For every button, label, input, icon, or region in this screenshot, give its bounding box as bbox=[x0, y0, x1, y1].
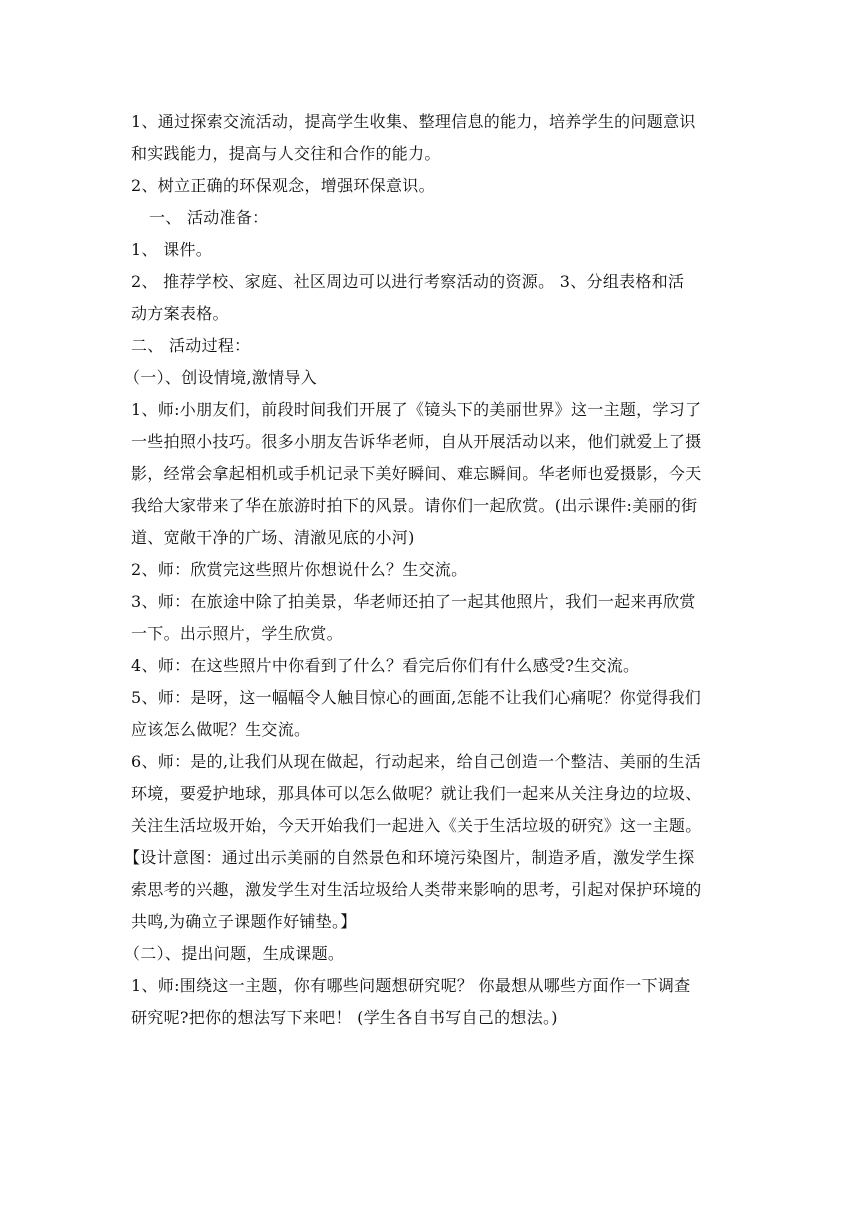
paragraph-line: 动方案表格。 bbox=[131, 304, 229, 323]
paragraph-line: 一下。出示照片，学生欣赏。 bbox=[131, 624, 343, 643]
section-heading: 二、 活动过程： bbox=[131, 336, 251, 355]
subsection-heading: （二）、提出问题，生成课题。 bbox=[124, 944, 345, 963]
paragraph-line: 3、师：在旅途中除了拍美景，华老师还拍了一起其他照片，我们一起来再欣赏 bbox=[131, 592, 696, 611]
document-body bbox=[124, 106, 736, 1034]
section-heading: 一、 活动准备： bbox=[149, 208, 269, 227]
paragraph-line: 2、师：欣赏完这些照片你想说什么？生交流。 bbox=[131, 560, 468, 579]
paragraph-line: 环境，要爱护地球，那具体可以怎么做呢？就让我们一起来从关注身边的垃圾、 bbox=[131, 784, 702, 803]
paragraph-line: 影，经常会拿起相机或手机记录下美好瞬间、难忘瞬间。华老师也爱摄影，今天 bbox=[131, 464, 702, 483]
design-intent-note: 共鸣,为确立子课题作好铺垫。】 bbox=[131, 912, 357, 931]
paragraph-line: 6、师：是的,让我们从现在做起，行动起来，给自己创造一个整洁、美丽的生活 bbox=[131, 752, 702, 771]
design-intent-note: 索思考的兴趣，激发学生对生活垃圾给人类带来影响的思考，引起对保护环境的 bbox=[131, 880, 702, 899]
paragraph-line: 我给大家带来了华在旅游时拍下的风景。请你们一起欣赏。(出示课件:美丽的街 bbox=[131, 496, 698, 515]
paragraph-line: 2、树立正确的环保观念，增强环保意识。 bbox=[131, 176, 435, 195]
paragraph-line: 1、通过探索交流活动，提高学生收集、整理信息的能力，培养学生的问题意识 bbox=[131, 112, 696, 131]
design-intent-note: 【设计意图：通过出示美丽的自然景色和环境污染图片，制造矛盾，激发学生探 bbox=[124, 848, 695, 867]
list-item: 1、 课件。 bbox=[131, 240, 213, 259]
paragraph-line: 一些拍照小技巧。很多小朋友告诉华老师，自从开展活动以来，他们就爱上了摄 bbox=[131, 432, 702, 451]
list-item: 2、 推荐学校、家庭、社区周边可以进行考察活动的资源。 3、分组表格和活 bbox=[131, 272, 685, 291]
paragraph-line: 研究呢?把你的想法写下来吧！ (学生各自书写自己的想法。) bbox=[131, 1008, 558, 1027]
paragraph-line: 道、宽敞干净的广场、清澈见底的小河) bbox=[131, 528, 415, 547]
subsection-heading: （一）、创设情境,激情导入 bbox=[124, 368, 317, 387]
paragraph-line: 5、师：是呀，这一幅幅令人触目惊心的画面,怎能不让我们心痛呢？你觉得我们 bbox=[131, 688, 702, 707]
paragraph-line: 1、师:围绕这一主题，你有哪些问题想研究呢？ 你最想从哪些方面作一下调查 bbox=[131, 976, 691, 995]
paragraph-line: 应该怎么做呢？生交流。 bbox=[131, 720, 311, 739]
paragraph-line: 关注生活垃圾开始，今天开始我们一起进入《关于生活垃圾的研究》这一主题。 bbox=[131, 816, 702, 835]
paragraph-line: 4、师：在这些照片中你看到了什么？看完后你们有什么感受?生交流。 bbox=[131, 656, 640, 675]
paragraph-line: 1、师:小朋友们，前段时间我们开展了《镜头下的美丽世界》这一主题，学习了 bbox=[131, 400, 702, 419]
paragraph-line: 和实践能力，提高与人交往和合作的能力。 bbox=[131, 144, 441, 163]
